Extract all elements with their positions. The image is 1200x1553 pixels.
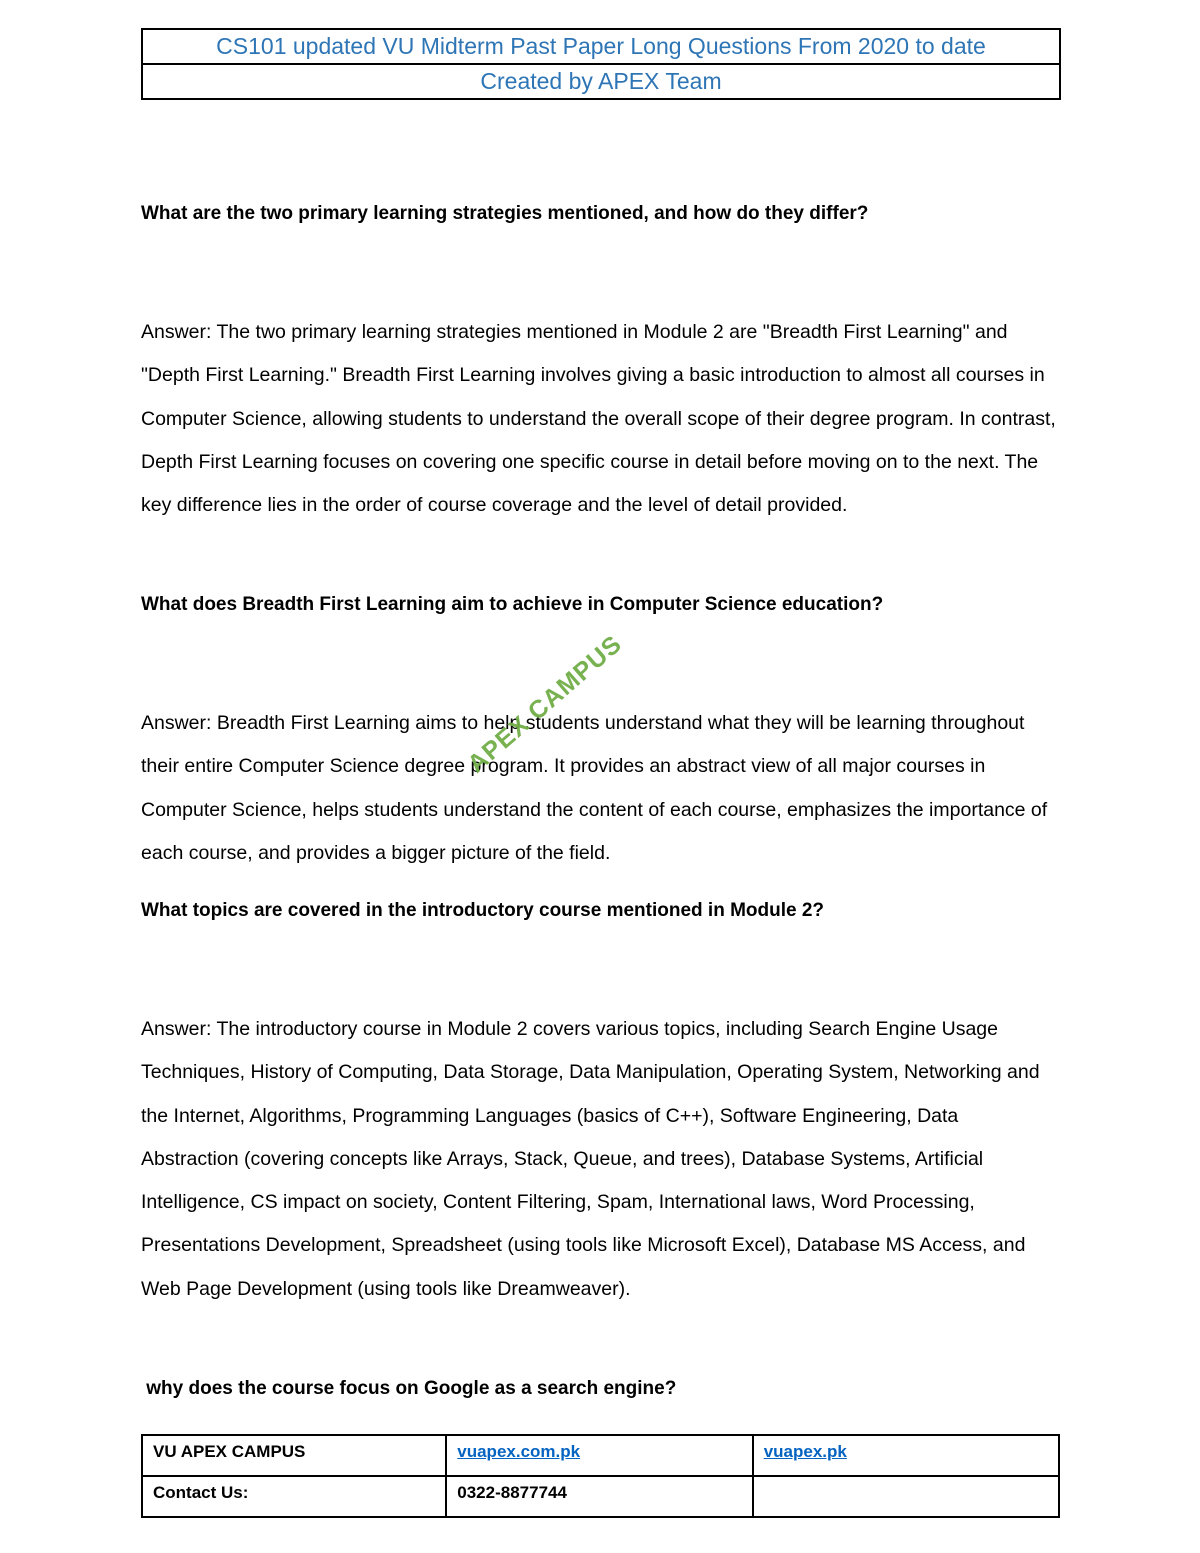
header-box: [141, 28, 1061, 100]
question-4: why does the course focus on Google as a search engine?: [141, 1378, 677, 1399]
question-2: What does Breadth First Learning aim to achieve in Computer Science education?: [141, 594, 884, 615]
footer-cell-link2: [753, 1435, 1059, 1476]
watermark: APEX CAMPUS: [462, 629, 628, 779]
answer-1: Answer: The two primary learning strategies mentioned in Module 2 are "Breadth First Learning" and "Depth First Learning." Breadth First Learning involves giving a basic introduction to almost all courses in Computer Science, allowing students to understand the overall scope of their degree program. In contrast, Depth First Learning focuses on covering one specific course in detail before moving on to the next. The key difference lies in the order of course coverage and the level of detail provided.: [141, 321, 1056, 517]
footer-row: [142, 1476, 1059, 1517]
footer-empty-cell: [753, 1476, 1059, 1517]
document-title: CS101 updated VU Midterm Past Paper Long Questions From 2020 to date: [216, 33, 986, 59]
question-1: What are the two primary learning strategies mentioned, and how do they differ?: [141, 203, 869, 224]
campus-name: VU APEX CAMPUS: [142, 1435, 446, 1476]
footer-row: [142, 1435, 1059, 1476]
footer-table: [141, 1434, 1060, 1518]
contact-label: Contact Us:: [142, 1476, 446, 1517]
vuapex-pk-link[interactable]: vuapex.pk: [763, 1442, 847, 1461]
contact-phone: 0322-8877744: [446, 1476, 752, 1517]
footer-cell-link1: [446, 1435, 752, 1476]
question-3: What topics are covered in the introductory course mentioned in Module 2?: [141, 900, 825, 921]
answer-2: Answer: Breadth First Learning aims to help students understand what they will be learning throughout their entire Computer Science degree program. It provides an abstract view of all major courses in Computer Science, helps students understand the content of each course, emphasizes the importance of each course, and provides a bigger picture of the field.: [141, 712, 1048, 864]
answer-3: Answer: The introductory course in Module 2 covers various topics, including Search Engine Usage Techniques, History of Computing, Data Storage, Data Manipulation, Operating System, Networking and the Internet, Algorithms, Programming Languages (basics of C++), Software Engineering, Data Abstraction (covering concepts like Arrays, Stack, Queue, and trees), Database Systems, Artificial Intelligence, CS impact on society, Content Filtering, Spam, International laws, Word Processing, Presentations Development, Spreadsheet (using tools like Microsoft Excel), Database MS Access, and Web Page Development (using tools like Dreamweaver).: [141, 1018, 1040, 1300]
vuapex-com-pk-link[interactable]: vuapex.com.pk: [457, 1442, 581, 1461]
document-subtitle: Created by APEX Team: [143, 63, 1059, 98]
